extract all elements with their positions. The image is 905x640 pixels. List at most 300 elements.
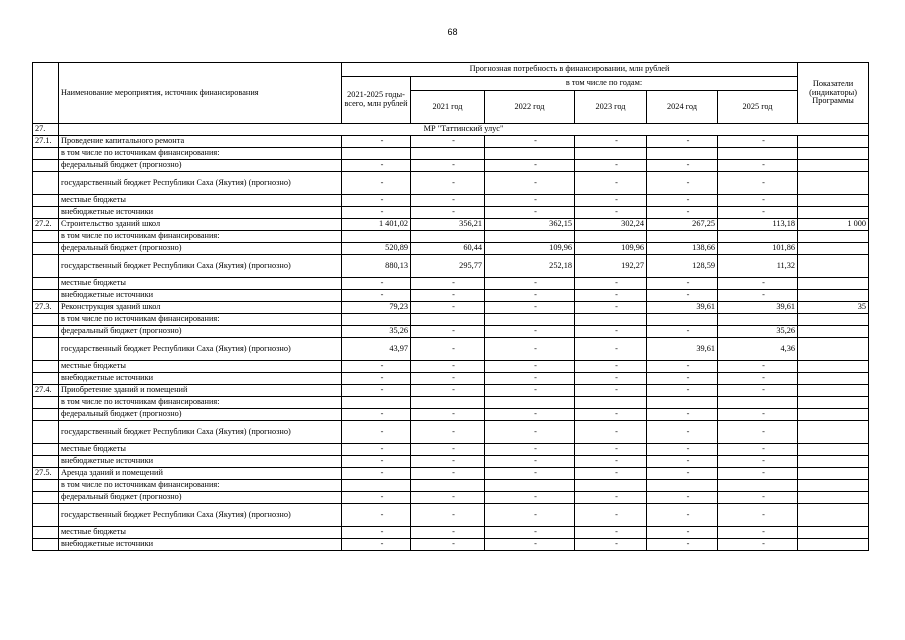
value-cell: [342, 480, 411, 492]
value-cell: -: [575, 338, 647, 361]
value-cell: -: [647, 444, 718, 456]
need-group-header: Прогнозная потребность в финансировании, млн рублей: [342, 63, 798, 77]
indicator-cell: [798, 314, 869, 326]
value-cell: -: [485, 160, 575, 172]
value-cell: 267,25: [647, 219, 718, 231]
source-row: [33, 172, 869, 195]
value-cell: 39,61: [647, 338, 718, 361]
section-code: 27.: [33, 124, 59, 136]
value-cell: -: [718, 278, 798, 290]
source-label: местные бюджеты: [59, 444, 342, 456]
activity-row: [33, 385, 869, 397]
value-cell: [647, 231, 718, 243]
source-label: федеральный бюджет (прогнозно): [59, 409, 342, 421]
code-cell: [33, 231, 59, 243]
source-label: государственный бюджет Республики Саха (Якутия) (прогнозно): [59, 172, 342, 195]
value-cell: [647, 480, 718, 492]
value-cell: -: [718, 172, 798, 195]
value-cell: [485, 397, 575, 409]
value-cell: [342, 148, 411, 160]
source-row: [33, 421, 869, 444]
year-header: 2025 год: [718, 91, 798, 124]
value-cell: -: [342, 361, 411, 373]
value-cell: [647, 314, 718, 326]
value-cell: 11,32: [718, 255, 798, 278]
section-title: МР "Таттинский улус": [59, 124, 869, 136]
value-cell: -: [647, 385, 718, 397]
source-row: [33, 231, 869, 243]
value-cell: -: [647, 195, 718, 207]
value-cell: -: [485, 278, 575, 290]
indicator-cell: 1 000: [798, 219, 869, 231]
source-row: [33, 160, 869, 172]
by-years-header: в том числе по годам:: [411, 77, 798, 91]
value-cell: -: [485, 195, 575, 207]
source-row: [33, 361, 869, 373]
source-row: [33, 243, 869, 255]
value-cell: -: [342, 421, 411, 444]
value-cell: -: [342, 278, 411, 290]
table-body: [33, 124, 869, 551]
value-cell: -: [575, 421, 647, 444]
value-cell: -: [411, 539, 485, 551]
value-cell: -: [485, 136, 575, 148]
value-cell: -: [647, 160, 718, 172]
source-label: внебюджетные источники: [59, 373, 342, 385]
value-cell: [647, 148, 718, 160]
value-cell: 138,66: [647, 243, 718, 255]
indicator-cell: [798, 195, 869, 207]
value-cell: -: [575, 172, 647, 195]
source-label: федеральный бюджет (прогнозно): [59, 326, 342, 338]
value-cell: -: [575, 326, 647, 338]
total-column-header: 2021-2025 годы- всего, млн рублей: [342, 77, 411, 124]
source-label: федеральный бюджет (прогнозно): [59, 160, 342, 172]
value-cell: 1 401,02: [342, 219, 411, 231]
value-cell: [485, 231, 575, 243]
value-cell: -: [411, 338, 485, 361]
source-row: [33, 444, 869, 456]
value-cell: -: [342, 172, 411, 195]
indicator-cell: [798, 444, 869, 456]
value-cell: -: [342, 136, 411, 148]
value-cell: -: [485, 409, 575, 421]
value-cell: -: [342, 444, 411, 456]
value-cell: [342, 314, 411, 326]
value-cell: -: [411, 290, 485, 302]
value-cell: [411, 397, 485, 409]
value-cell: -: [342, 492, 411, 504]
activity-row: [33, 468, 869, 480]
value-cell: -: [411, 195, 485, 207]
value-cell: [647, 397, 718, 409]
value-cell: -: [718, 409, 798, 421]
source-row: [33, 314, 869, 326]
code-cell: [33, 492, 59, 504]
value-cell: -: [485, 527, 575, 539]
value-cell: -: [575, 136, 647, 148]
value-cell: 252,18: [485, 255, 575, 278]
source-row: [33, 326, 869, 338]
value-cell: -: [718, 361, 798, 373]
value-cell: -: [411, 527, 485, 539]
value-cell: -: [485, 539, 575, 551]
value-cell: -: [718, 207, 798, 219]
code-cell: [33, 480, 59, 492]
code-cell: [33, 421, 59, 444]
value-cell: -: [575, 539, 647, 551]
value-cell: -: [342, 195, 411, 207]
value-cell: -: [718, 504, 798, 527]
source-label: местные бюджеты: [59, 278, 342, 290]
source-row: [33, 456, 869, 468]
value-cell: -: [411, 456, 485, 468]
value-cell: 109,96: [575, 243, 647, 255]
value-cell: -: [575, 468, 647, 480]
value-cell: -: [718, 456, 798, 468]
source-label: в том числе по источникам финансирования:: [59, 397, 342, 409]
value-cell: 39,61: [718, 302, 798, 314]
value-cell: -: [342, 160, 411, 172]
value-cell: -: [411, 409, 485, 421]
value-cell: -: [718, 444, 798, 456]
value-cell: -: [647, 504, 718, 527]
activity-row: [33, 302, 869, 314]
value-cell: [485, 314, 575, 326]
value-cell: [575, 148, 647, 160]
value-cell: -: [342, 290, 411, 302]
code-cell: [33, 373, 59, 385]
section-row: [33, 124, 869, 136]
source-label: местные бюджеты: [59, 527, 342, 539]
value-cell: -: [575, 160, 647, 172]
value-cell: -: [485, 468, 575, 480]
source-label: в том числе по источникам финансирования:: [59, 480, 342, 492]
value-cell: -: [411, 172, 485, 195]
year-header: 2024 год: [647, 91, 718, 124]
value-cell: -: [575, 527, 647, 539]
value-cell: [575, 397, 647, 409]
code-cell: [33, 148, 59, 160]
value-cell: -: [342, 409, 411, 421]
code-column-header: [33, 63, 59, 124]
source-label: местные бюджеты: [59, 195, 342, 207]
value-cell: -: [575, 385, 647, 397]
indicator-cell: [798, 278, 869, 290]
value-cell: [718, 397, 798, 409]
value-cell: -: [718, 468, 798, 480]
indicator-cell: [798, 338, 869, 361]
indicator-cell: [798, 290, 869, 302]
value-cell: -: [411, 302, 485, 314]
value-cell: [575, 314, 647, 326]
source-row: [33, 278, 869, 290]
value-cell: 128,59: [647, 255, 718, 278]
source-row: [33, 492, 869, 504]
source-label: в том числе по источникам финансирования:: [59, 148, 342, 160]
code-cell: [33, 338, 59, 361]
code-cell: [33, 326, 59, 338]
value-cell: -: [411, 160, 485, 172]
value-cell: -: [342, 385, 411, 397]
indicator-cell: [798, 373, 869, 385]
value-cell: -: [647, 539, 718, 551]
value-cell: [718, 148, 798, 160]
value-cell: -: [718, 492, 798, 504]
value-cell: -: [647, 136, 718, 148]
value-cell: -: [647, 527, 718, 539]
value-cell: 101,86: [718, 243, 798, 255]
indicator-cell: [798, 136, 869, 148]
indicator-cell: [798, 326, 869, 338]
value-cell: -: [342, 373, 411, 385]
value-cell: -: [342, 539, 411, 551]
activity-name: Строительство зданий школ: [59, 219, 342, 231]
value-cell: 295,77: [411, 255, 485, 278]
value-cell: -: [485, 456, 575, 468]
source-label: внебюджетные источники: [59, 539, 342, 551]
value-cell: [342, 397, 411, 409]
value-cell: -: [485, 504, 575, 527]
source-label: в том числе по источникам финансирования:: [59, 231, 342, 243]
source-row: [33, 148, 869, 160]
value-cell: -: [575, 492, 647, 504]
indicator-cell: [798, 207, 869, 219]
value-cell: -: [718, 290, 798, 302]
value-cell: -: [575, 195, 647, 207]
indicator-cell: [798, 527, 869, 539]
value-cell: 356,21: [411, 219, 485, 231]
value-cell: -: [575, 504, 647, 527]
code-cell: [33, 243, 59, 255]
activity-row: [33, 219, 869, 231]
value-cell: -: [411, 361, 485, 373]
name-column-header: Наименование мероприятия, источник финансирования: [59, 63, 342, 124]
value-cell: 192,27: [575, 255, 647, 278]
activity-name: Аренда зданий и помещений: [59, 468, 342, 480]
source-row: [33, 338, 869, 361]
code-cell: [33, 361, 59, 373]
value-cell: -: [575, 373, 647, 385]
value-cell: [411, 231, 485, 243]
value-cell: -: [342, 207, 411, 219]
value-cell: -: [342, 456, 411, 468]
value-cell: -: [485, 172, 575, 195]
source-label: государственный бюджет Республики Саха (Якутия) (прогнозно): [59, 338, 342, 361]
code-cell: [33, 397, 59, 409]
value-cell: 60,44: [411, 243, 485, 255]
indicator-cell: [798, 456, 869, 468]
value-cell: [411, 314, 485, 326]
indicator-cell: [798, 468, 869, 480]
value-cell: 35,26: [718, 326, 798, 338]
code-cell: [33, 314, 59, 326]
indicator-cell: [798, 385, 869, 397]
value-cell: 520,89: [342, 243, 411, 255]
activity-code: 27.4.: [33, 385, 59, 397]
indicator-cell: [798, 409, 869, 421]
indicator-cell: [798, 421, 869, 444]
code-cell: [33, 456, 59, 468]
source-row: [33, 195, 869, 207]
value-cell: [485, 480, 575, 492]
indicator-cell: [798, 231, 869, 243]
value-cell: -: [485, 492, 575, 504]
value-cell: -: [411, 444, 485, 456]
value-cell: -: [647, 409, 718, 421]
activity-name: Приобретение зданий и помещений: [59, 385, 342, 397]
value-cell: 302,24: [575, 219, 647, 231]
indicator-cell: [798, 539, 869, 551]
activity-name: Реконструкция зданий школ: [59, 302, 342, 314]
value-cell: 109,96: [485, 243, 575, 255]
code-cell: [33, 539, 59, 551]
source-row: [33, 373, 869, 385]
source-row: [33, 290, 869, 302]
value-cell: -: [411, 492, 485, 504]
source-label: федеральный бюджет (прогнозно): [59, 492, 342, 504]
value-cell: -: [411, 385, 485, 397]
code-cell: [33, 527, 59, 539]
source-row: [33, 527, 869, 539]
value-cell: -: [647, 326, 718, 338]
code-cell: [33, 278, 59, 290]
code-cell: [33, 409, 59, 421]
value-cell: -: [575, 444, 647, 456]
value-cell: -: [718, 527, 798, 539]
indicator-cell: [798, 492, 869, 504]
value-cell: -: [411, 373, 485, 385]
activity-code: 27.2.: [33, 219, 59, 231]
value-cell: 39,61: [647, 302, 718, 314]
indicator-cell: 35: [798, 302, 869, 314]
activity-code: 27.3.: [33, 302, 59, 314]
code-cell: [33, 207, 59, 219]
activity-code: 27.5.: [33, 468, 59, 480]
value-cell: -: [485, 338, 575, 361]
value-cell: -: [718, 385, 798, 397]
activity-row: [33, 136, 869, 148]
value-cell: 43,97: [342, 338, 411, 361]
value-cell: -: [647, 172, 718, 195]
source-label: внебюджетные источники: [59, 290, 342, 302]
source-label: местные бюджеты: [59, 361, 342, 373]
value-cell: -: [718, 373, 798, 385]
code-cell: [33, 195, 59, 207]
source-label: государственный бюджет Республики Саха (Якутия) (прогнозно): [59, 255, 342, 278]
value-cell: -: [575, 302, 647, 314]
indicator-cell: [798, 504, 869, 527]
year-header: 2021 год: [411, 91, 485, 124]
source-row: [33, 207, 869, 219]
value-cell: [485, 148, 575, 160]
code-cell: [33, 504, 59, 527]
value-cell: -: [411, 136, 485, 148]
source-label: федеральный бюджет (прогнозно): [59, 243, 342, 255]
code-cell: [33, 172, 59, 195]
value-cell: 4,36: [718, 338, 798, 361]
indicators-column-header: Показатели (индикаторы) Программы: [798, 63, 869, 124]
indicator-cell: [798, 160, 869, 172]
value-cell: -: [575, 456, 647, 468]
value-cell: 880,13: [342, 255, 411, 278]
indicator-cell: [798, 172, 869, 195]
value-cell: -: [411, 504, 485, 527]
value-cell: -: [718, 421, 798, 444]
value-cell: -: [647, 207, 718, 219]
table-header: [33, 63, 869, 124]
indicator-cell: [798, 148, 869, 160]
value-cell: -: [411, 468, 485, 480]
value-cell: [718, 480, 798, 492]
value-cell: -: [485, 444, 575, 456]
value-cell: -: [485, 326, 575, 338]
source-row: [33, 409, 869, 421]
page-number: 68: [447, 27, 458, 37]
value-cell: 35,26: [342, 326, 411, 338]
value-cell: -: [342, 468, 411, 480]
source-label: внебюджетные источники: [59, 456, 342, 468]
source-row: [33, 504, 869, 527]
code-cell: [33, 160, 59, 172]
value-cell: -: [485, 385, 575, 397]
value-cell: -: [575, 409, 647, 421]
code-cell: [33, 290, 59, 302]
year-header: 2023 год: [575, 91, 647, 124]
source-row: [33, 255, 869, 278]
value-cell: -: [411, 207, 485, 219]
value-cell: -: [575, 207, 647, 219]
source-label: внебюджетные источники: [59, 207, 342, 219]
activity-code: 27.1.: [33, 136, 59, 148]
value-cell: [411, 480, 485, 492]
value-cell: -: [718, 195, 798, 207]
value-cell: [718, 314, 798, 326]
value-cell: [411, 148, 485, 160]
source-row: [33, 539, 869, 551]
source-label: в том числе по источникам финансирования:: [59, 314, 342, 326]
value-cell: -: [485, 207, 575, 219]
value-cell: -: [647, 361, 718, 373]
value-cell: -: [485, 361, 575, 373]
source-label: государственный бюджет Республики Саха (Якутия) (прогнозно): [59, 504, 342, 527]
value-cell: -: [575, 361, 647, 373]
value-cell: -: [575, 278, 647, 290]
indicator-cell: [798, 397, 869, 409]
value-cell: [575, 480, 647, 492]
value-cell: -: [575, 290, 647, 302]
value-cell: -: [647, 290, 718, 302]
value-cell: -: [411, 326, 485, 338]
indicator-cell: [798, 255, 869, 278]
code-cell: [33, 444, 59, 456]
value-cell: -: [485, 373, 575, 385]
source-row: [33, 480, 869, 492]
value-cell: -: [647, 468, 718, 480]
value-cell: -: [485, 290, 575, 302]
code-cell: [33, 255, 59, 278]
value-cell: -: [342, 504, 411, 527]
value-cell: -: [718, 539, 798, 551]
value-cell: [575, 231, 647, 243]
value-cell: -: [647, 278, 718, 290]
value-cell: -: [647, 373, 718, 385]
value-cell: [718, 231, 798, 243]
indicator-cell: [798, 361, 869, 373]
value-cell: -: [485, 302, 575, 314]
value-cell: -: [411, 421, 485, 444]
value-cell: -: [342, 527, 411, 539]
